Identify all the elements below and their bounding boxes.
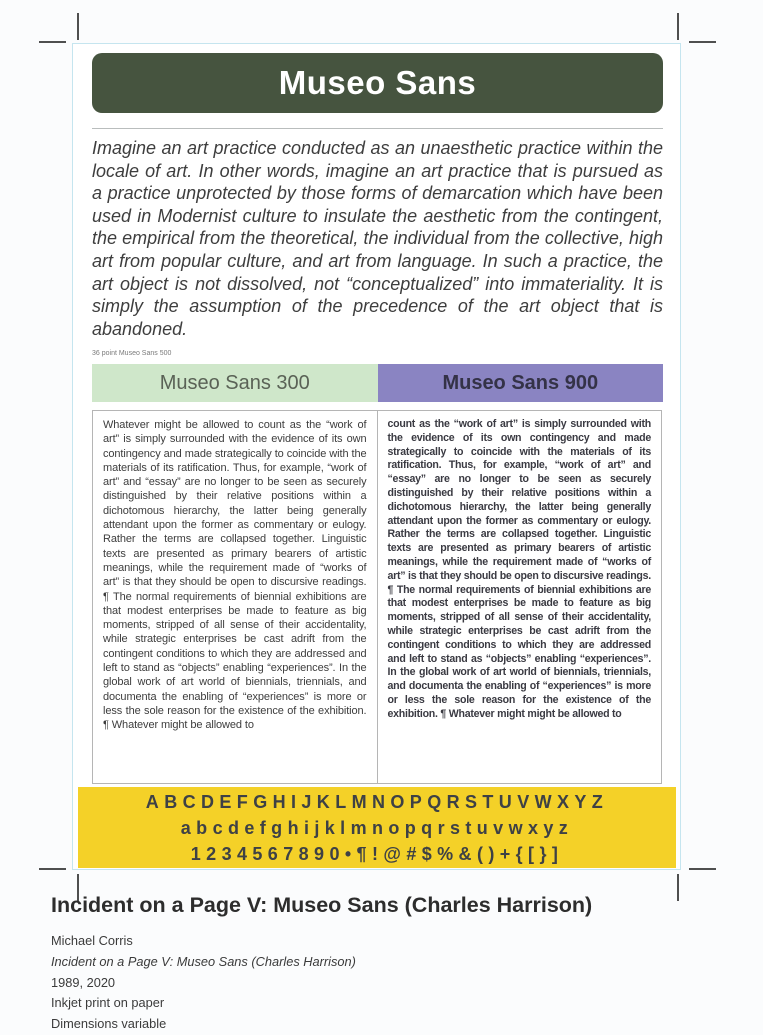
column-header-museo-sans-300: Museo Sans 300 — [92, 364, 378, 402]
caption-work-title: Incident on a Page V: Museo Sans (Charles Harrison) — [51, 953, 356, 969]
divider-rule — [92, 128, 663, 129]
column-body-museo-sans-900: count as the “work of art” is simply surrounded with the evidence of its own contingency and made strategically to coincide with the materials of its ratification. Thus, for example, “work of art” and “essay” are no longer to be seen as securely distinguished by their relative positions within a dichotomous hierarchy, the latter being generally attendant upon the former as commentary or eulogy. Rather the terms are collapsed together. Linguistic texts are presented as primary bearers of artistic meanings, while the requirement made of “works of art” is that they should be open to discursive readings. ¶ The normal requirements of biennial exhibitions are that modest enterprises be made to feature as big moments, stripped of all sense of their accidentality, while strategic enterprises be cast adrift from the contingent conditions to which they are addressed and left to stand as “objects” enabling “experiences”. In the global work of art world of biennials, triennials, and documenta the enabling of “experiences” is more or less the sole reason for the existence of the exhibition. ¶ Whatever might might be allowed to — [377, 410, 663, 784]
crop-mark-top-right-horizontal — [689, 41, 716, 43]
artwork-caption-block — [51, 893, 721, 1035]
caption-medium: Inkjet print on paper — [51, 995, 165, 1011]
column-header-museo-sans-900: Museo Sans 900 — [378, 364, 664, 402]
specimen-title: Museo Sans — [278, 64, 477, 101]
caption-dimensions: Dimensions variable — [51, 1016, 167, 1032]
crop-mark-top-left-horizontal — [39, 41, 66, 43]
crop-mark-bottom-right-horizontal — [689, 868, 716, 870]
intro-paragraph: Imagine an art practice conducted as an unaesthetic practice within the locale of art. In other words, imagine an art practice that is pursued as a practice unprotected by those forms of demarcation which have been used in Modernist culture to insulate the aesthetic from the contingent, the empirical from the theoretical, the individual from the collective, high art from popular culture, and art from language. In such a practice, the art object is not dissolved, not “conceptualized” into immateriality. It is simply the assumption of the precedence of the art object that is abandoned. — [92, 138, 663, 339]
artwork-print — [72, 43, 681, 870]
glyph-line-figures: 1234567890•¶!@#$%&()+{[}] — [190, 843, 564, 864]
column-body-row — [92, 410, 663, 784]
column-header-row — [92, 364, 663, 402]
crop-mark-top-right-vertical — [677, 13, 679, 40]
caption-artist: Michael Corris — [51, 933, 133, 948]
crop-mark-bottom-left-horizontal — [39, 868, 66, 870]
crop-mark-top-left-vertical — [77, 13, 79, 40]
caption-heading: Incident on a Page V: Museo Sans (Charles Harrison) — [51, 893, 593, 917]
column-body-museo-sans-300: Whatever might be allowed to count as the “work of art” is simply surrounded with the evidence of its own contingency and made strategically to coincide with the materials of its ratification. Thus, for example, “work of art” and “essay” are no longer to be seen as securely distinguished by their relative positions within a dichotomous hierarchy, the latter being generally attendant upon the former as commentary or eulogy. Rather the terms are collapsed together. Linguistic texts are presented as primary bearers of artistic meanings, while the requirement made of “works of art” is that they should be open to discursive readings. ¶ The normal requirements of biennial exhibitions are that modest enterprises be made to feature as big moments, stripped of all sense of their accidentality, while strategic enterprises be cast adrift from the contingent conditions to which they are addressed and left to stand as “objects” enabling “experiences”. In the global work of art world of biennials, triennials, and documenta the enabling of “experiences” is more or less the sole reason for the existence of the exhibition. ¶ Whatever might be allowed to — [92, 410, 378, 784]
glyph-line-uppercase: ABCDEFGHIJKLMNOPQRSTUVWXYZ — [145, 791, 609, 812]
caption-years: 1989, 2020 — [51, 974, 116, 990]
intro-caption: 36 point Museo Sans 500 — [92, 350, 172, 357]
glyph-band — [78, 787, 676, 868]
glyph-line-lowercase: abcdefghijklmnopqrstuvwxyz — [180, 817, 574, 838]
specimen-title-banner — [92, 53, 663, 113]
